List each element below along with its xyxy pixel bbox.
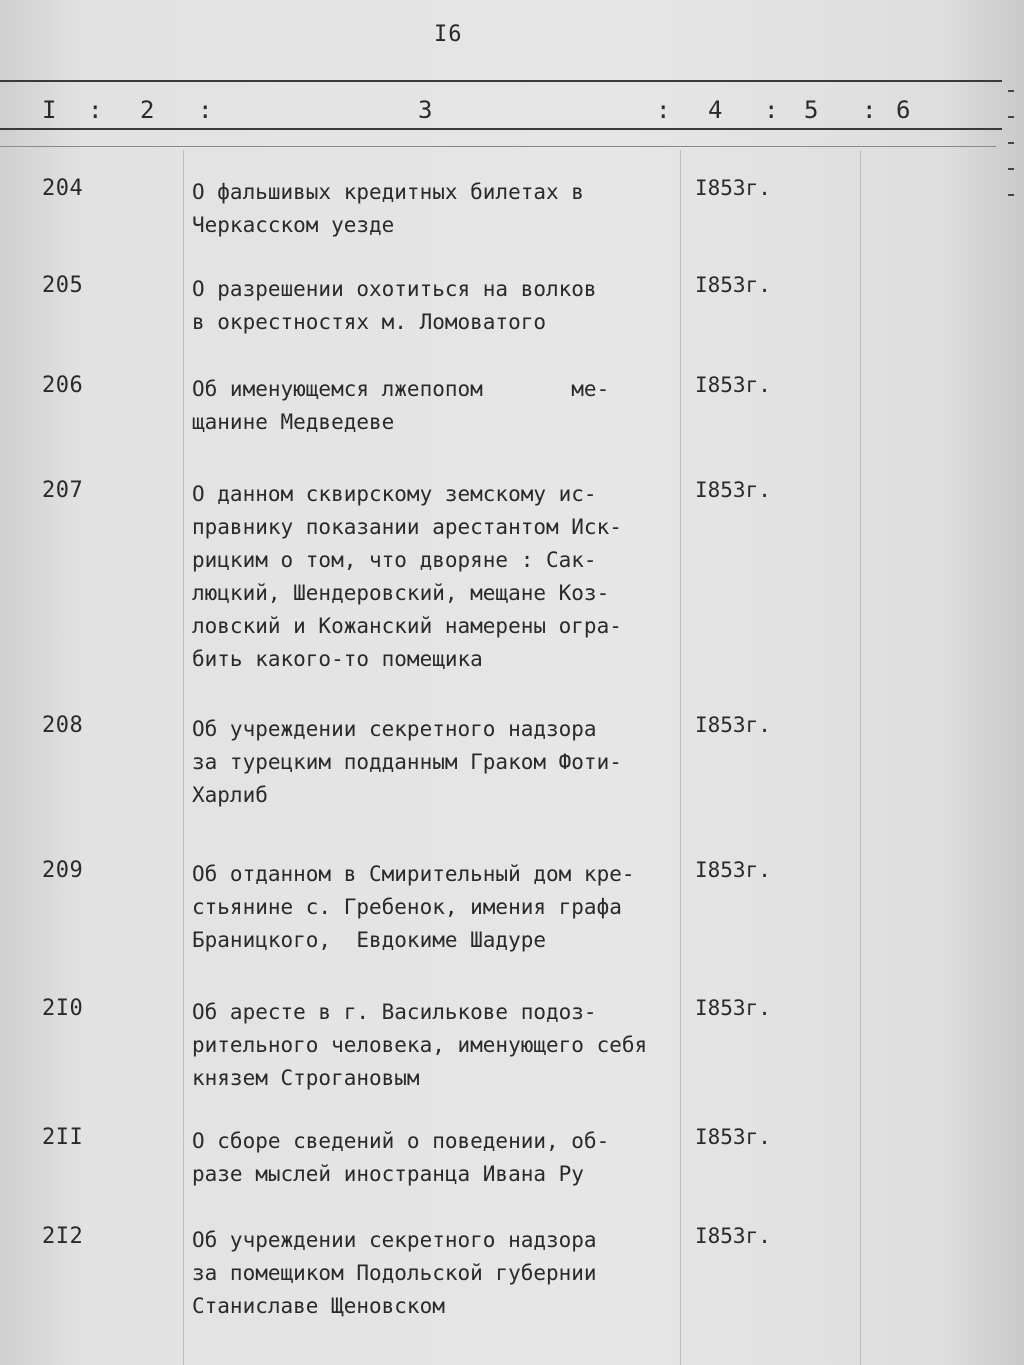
column-header-4: 4: [708, 96, 723, 124]
header-bottom-rule: [0, 128, 1002, 130]
record-description: [192, 273, 692, 339]
record-number: 209: [42, 858, 84, 883]
page-number: I6: [434, 22, 463, 47]
record-number: 204: [42, 176, 84, 201]
column-header-3: 3: [418, 96, 433, 124]
description-line: Харлиб: [192, 783, 268, 807]
record-year: I853г.: [695, 858, 771, 882]
record-year: I853г.: [695, 273, 771, 297]
description-line: Браницкого, Евдокиме Шадуре: [192, 928, 547, 952]
column-separator: :: [88, 96, 103, 124]
column-divider: [860, 150, 861, 1365]
record-year: I853г.: [695, 996, 771, 1020]
record-year: I853г.: [695, 373, 771, 397]
column-header-2: 2: [140, 96, 155, 124]
description-line: за помещиком Подольской губернии: [192, 1261, 597, 1285]
description-line: Об учреждении секретного надзора: [192, 717, 597, 741]
column-header-5: 5: [804, 96, 819, 124]
record-year: I853г.: [695, 1125, 771, 1149]
description-line: О фальшивых кредитных билетах в: [192, 180, 584, 204]
record-number: 208: [42, 713, 84, 738]
column-separator: :: [198, 96, 213, 124]
description-line: О данном сквирскому земскому ис-: [192, 482, 597, 506]
record-description: [192, 713, 692, 812]
column-separator: :: [862, 96, 877, 124]
column-separator: :: [764, 96, 779, 124]
record-year: I853г.: [695, 713, 771, 737]
page-edge-marks: [1008, 90, 1016, 220]
record-description: [192, 176, 692, 242]
description-line: в окрестностях м. Ломоватого: [192, 310, 547, 334]
record-description: [192, 996, 692, 1095]
description-line: щанине Медведеве: [192, 410, 395, 434]
description-line: за турецким подданным Граком Фоти-: [192, 750, 622, 774]
description-line: князем Строгановым: [192, 1066, 420, 1090]
record-number: 2I0: [42, 996, 84, 1021]
column-divider: [183, 150, 184, 1365]
record-description: [192, 1224, 692, 1323]
description-line: Черкасском уезде: [192, 213, 395, 237]
record-number: 2II: [42, 1125, 84, 1150]
record-number: 2I2: [42, 1224, 84, 1249]
column-header-6: 6: [896, 96, 911, 124]
description-line: рительного человека, именующего себя: [192, 1033, 648, 1057]
subheader-rule: [0, 146, 996, 147]
description-line: бить какого-то помещика: [192, 647, 483, 671]
description-line: Об именующемся лжепопом ме-: [192, 377, 610, 401]
record-number: 207: [42, 478, 84, 503]
column-header-1: I: [42, 96, 57, 124]
record-year: I853г.: [695, 176, 771, 200]
description-line: люцкий, Шендеровский, мещане Коз-: [192, 581, 610, 605]
description-line: рицким о том, что дворяне : Сак-: [192, 548, 597, 572]
record-description: [192, 1125, 692, 1191]
description-line: правнику показании арестантом Иск-: [192, 515, 622, 539]
record-number: 206: [42, 373, 84, 398]
column-separator: :: [656, 96, 671, 124]
header-top-rule: [0, 80, 1002, 82]
description-line: Об аресте в г. Василькове подоз-: [192, 1000, 597, 1024]
record-description: [192, 478, 692, 676]
record-year: I853г.: [695, 478, 771, 502]
description-line: стьянине с. Гребенок, имения графа: [192, 895, 622, 919]
description-line: О разрешении охотиться на волков: [192, 277, 597, 301]
record-number: 205: [42, 273, 84, 298]
record-description: [192, 858, 692, 957]
description-line: Станиславе Щеновском: [192, 1294, 445, 1318]
description-line: Об учреждении секретного надзора: [192, 1228, 597, 1252]
description-line: О сборе сведений о поведении, об-: [192, 1129, 610, 1153]
record-year: I853г.: [695, 1224, 771, 1248]
description-line: разе мыслей иностранца Ивана Ру: [192, 1162, 584, 1186]
description-line: Об отданном в Смирительный дом кре-: [192, 862, 635, 886]
record-description: [192, 373, 692, 439]
description-line: ловский и Кожанский намерены огра-: [192, 614, 622, 638]
